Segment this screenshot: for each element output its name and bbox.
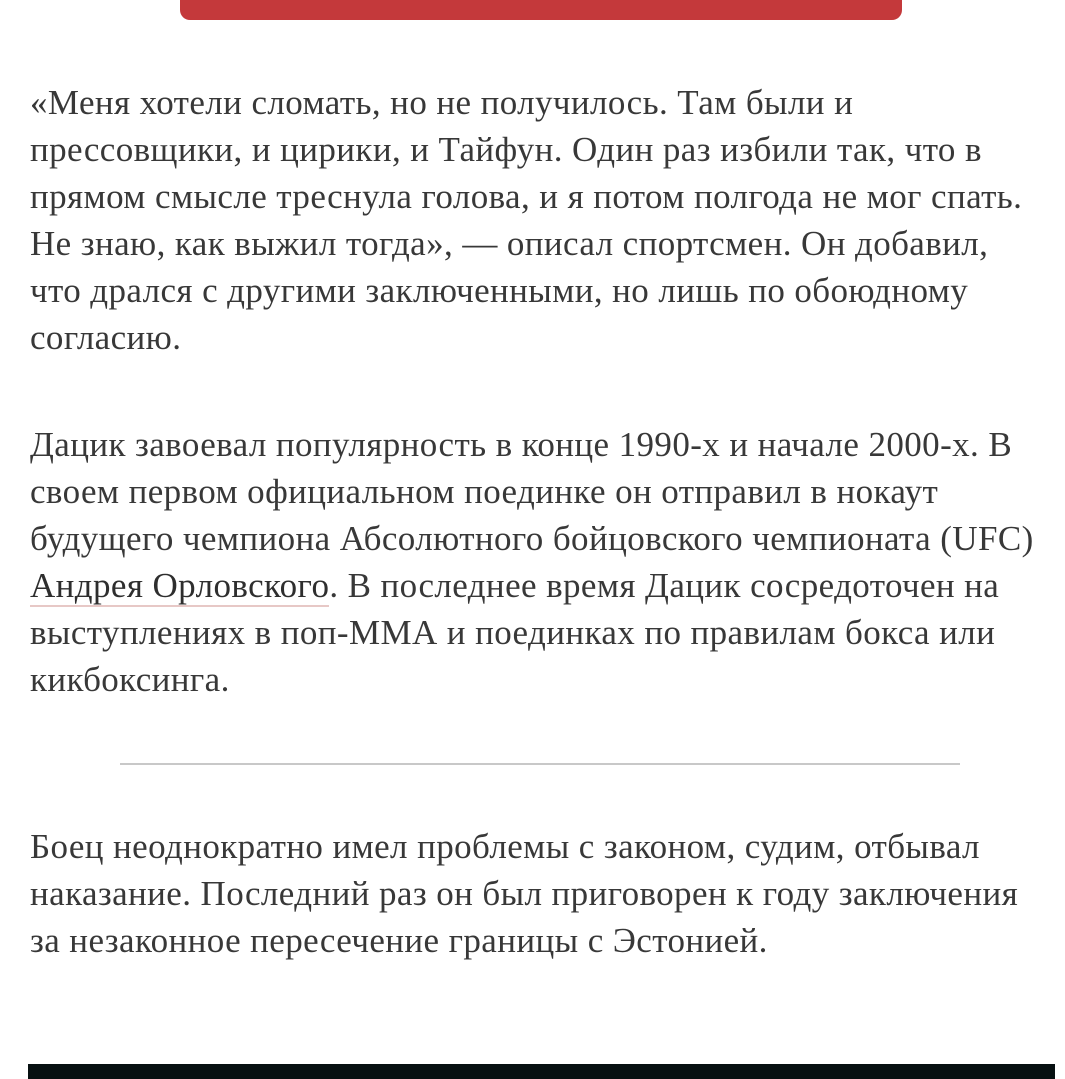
top-red-banner[interactable]	[180, 0, 902, 20]
link-andrei-orlovsky[interactable]: Андрея Орловского	[30, 566, 330, 605]
bottom-dark-bar	[28, 1064, 1055, 1079]
career-paragraph	[30, 421, 1035, 703]
section-divider	[120, 763, 960, 765]
career-paragraph-text-after: . В последнее время Дацик сосредоточен на выступлениях в поп-ММА и поединках по правилам бокса или кикбоксинга.	[30, 566, 1000, 699]
law-paragraph: Боец неоднократно имел проблемы с законом, судим, отбывал наказание. Последний раз он был приговорен к году заключения за незаконное пересечение границы с Эстонией.	[30, 827, 1019, 960]
article-body	[30, 79, 1035, 964]
career-paragraph-text-before: Дацик завоевал популярность в конце 1990-х и начале 2000-х. В своем первом официальном поединке он отправил в нокаут будущего чемпиона Абсолютного бойцовского чемпионата (UFC)	[30, 425, 1034, 558]
quote-paragraph: «Меня хотели сломать, но не получилось. Там были и прессовщики, и цирики, и Тайфун. Один раз избили так, что в прямом смысле треснула голова, и я потом полгода не мог спать. Не знаю, как выжил тогда», — описал спортсмен. Он добавил, что дрался с другими заключенными, но лишь по обоюдному согласию.	[30, 83, 1023, 357]
